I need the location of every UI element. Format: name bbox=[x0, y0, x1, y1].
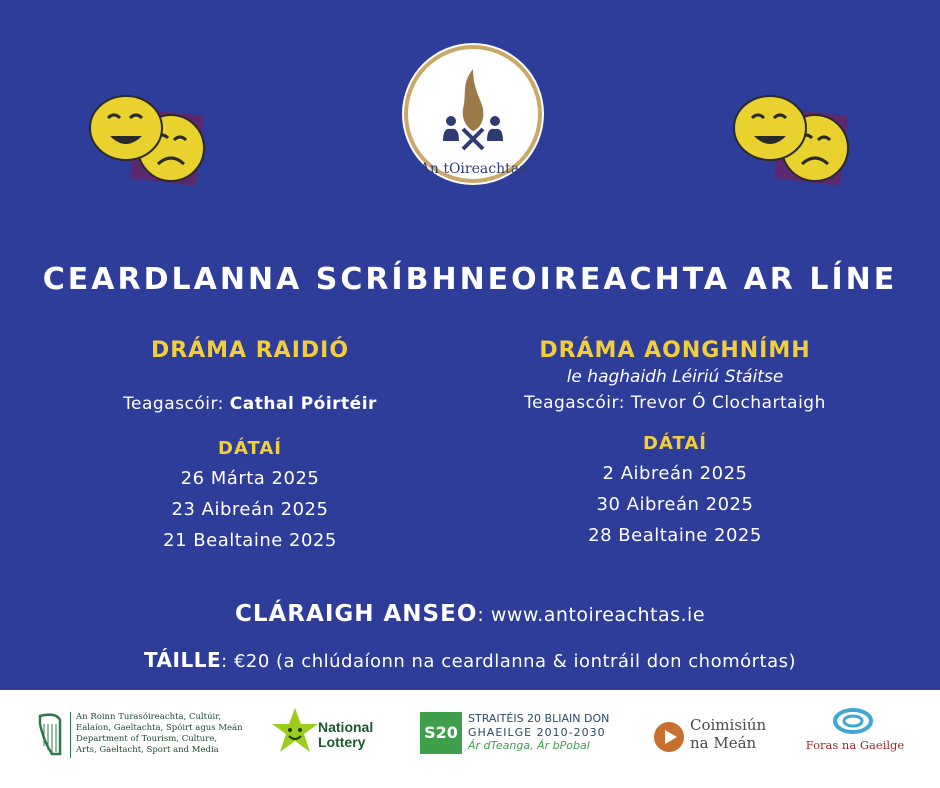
dept-line: Arts, Gaeltacht, Sport and Media bbox=[76, 745, 219, 755]
radio-drama-heading: DRÁMA RAIDIÓ bbox=[150, 338, 350, 363]
radio-tutor bbox=[60, 394, 440, 414]
theatre-masks-icon bbox=[86, 88, 216, 198]
fee-line bbox=[0, 648, 940, 672]
stage-drama-heading: DRÁMA AONGHNÍMH bbox=[539, 338, 811, 363]
radio-drama-column bbox=[60, 338, 440, 556]
fee-text: €20 (a chlúdaíonn na ceardlanna & iontráil don chomórtas) bbox=[233, 651, 797, 672]
dept-line: An Roinn Turasóireachta, Cultúir, bbox=[76, 712, 222, 722]
tutor-label: Teagascóir: bbox=[524, 393, 625, 413]
date-item: 23 Aibreán 2025 bbox=[171, 499, 329, 520]
s20-line: Ár dTeanga, Ár bPobal bbox=[468, 739, 590, 752]
star-icon bbox=[268, 704, 322, 758]
tutor-name: Trevor Ó Clochartaigh bbox=[630, 393, 826, 413]
cnam-line: na Meán bbox=[690, 734, 757, 752]
dept-line: Department of Tourism, Culture, bbox=[76, 734, 218, 744]
stage-drama-column bbox=[480, 338, 870, 551]
flame-icon bbox=[423, 59, 523, 159]
oireachtas-logo bbox=[404, 45, 542, 183]
dates-heading: DÁTAÍ bbox=[218, 438, 282, 459]
foras-name: Foras na Gaeilge bbox=[805, 738, 905, 752]
stage-drama-subtitle: le haghaidh Léiriú Stáitse bbox=[566, 367, 784, 387]
swirl-icon bbox=[833, 708, 873, 734]
s20-badge: S20 bbox=[420, 712, 462, 754]
s20-line: STRAITÉIS 20 BLIAIN DON bbox=[468, 712, 610, 725]
date-item: 21 Bealtaine 2025 bbox=[163, 530, 337, 551]
date-item: 2 Aibreán 2025 bbox=[602, 463, 748, 484]
lottery-line: Lottery bbox=[318, 734, 366, 750]
dept-line: Ealaíon, Gaeltachta, Spóirt agus Meán bbox=[76, 723, 243, 733]
harp-icon bbox=[36, 712, 64, 758]
tutor-label: Teagascóir: bbox=[123, 394, 224, 414]
sponsor-footer bbox=[0, 690, 940, 788]
register-line bbox=[0, 601, 940, 627]
page-title: CEARDLANNA SCRÍBHNEOIREACHTA AR LÍNE bbox=[42, 262, 898, 297]
theatre-masks-icon bbox=[730, 88, 860, 198]
fee-label: TÁILLE bbox=[143, 648, 222, 672]
date-item: 30 Aibreán 2025 bbox=[596, 494, 754, 515]
play-circle-icon bbox=[652, 720, 686, 754]
cnam-line: Coimisiún bbox=[690, 716, 767, 734]
fee-separator: : bbox=[221, 651, 228, 672]
date-item: 28 Bealtaine 2025 bbox=[588, 525, 762, 546]
dates-heading: DÁTAÍ bbox=[643, 433, 707, 454]
lottery-line: National bbox=[318, 719, 374, 735]
tutor-name: Cathal Póirtéir bbox=[229, 394, 377, 414]
register-label: CLÁRAIGH ANSEO bbox=[234, 601, 478, 627]
register-separator: : bbox=[477, 604, 485, 626]
s20-line: GHAEILGE 2010-2030 bbox=[468, 725, 606, 739]
stage-tutor bbox=[480, 393, 870, 413]
logo-name: An tOireachtas bbox=[419, 161, 527, 177]
register-url-link[interactable]: www.antoireachtas.ie bbox=[490, 604, 706, 626]
date-item: 26 Márta 2025 bbox=[180, 468, 320, 489]
